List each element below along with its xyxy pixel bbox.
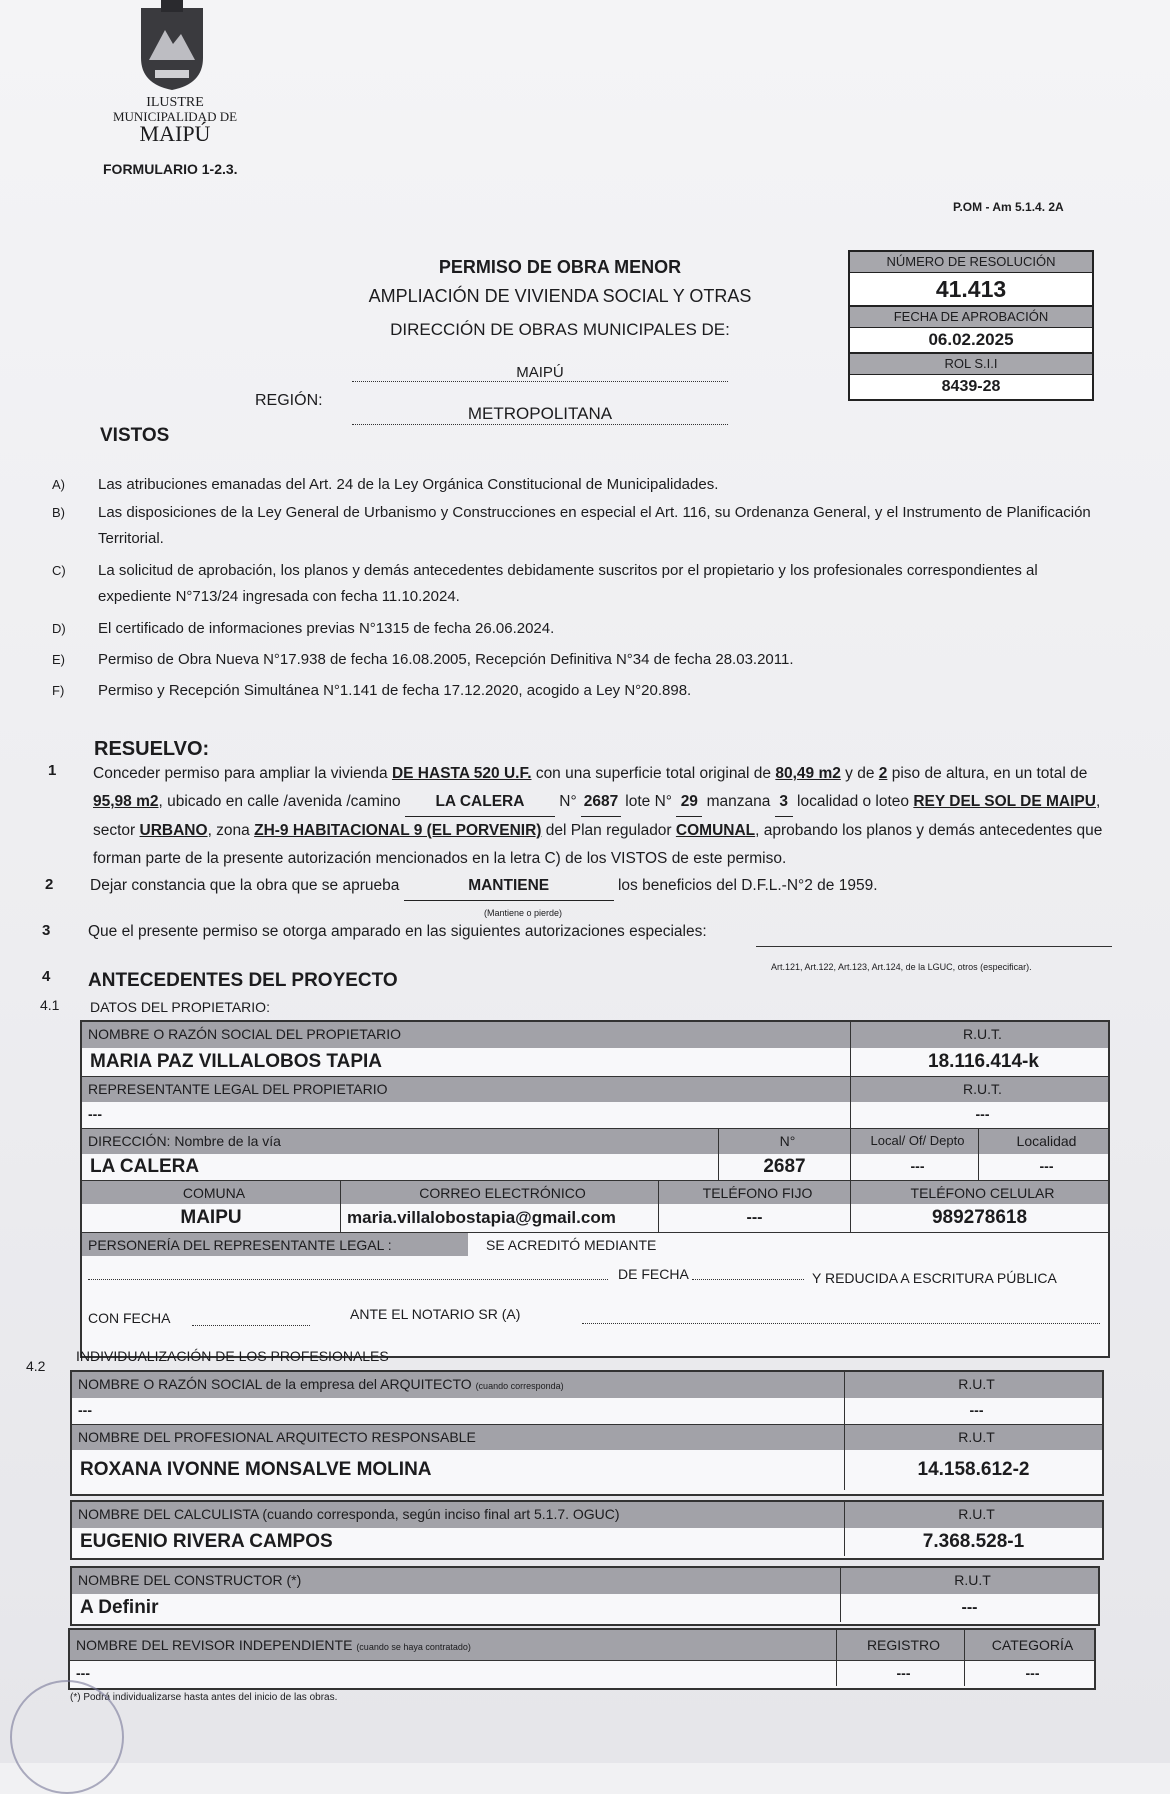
calculista-rut: 7.368.528-1 (844, 1528, 1102, 1556)
dotted-line (88, 1278, 608, 1280)
vistos-key: F) (52, 683, 65, 698)
owner-name-label: NOMBRE O RAZÓN SOCIAL DEL PROPIETARIO (82, 1022, 850, 1048)
approval-date: 06.02.2025 (850, 328, 1092, 354)
numero-value: 2687 (581, 788, 621, 817)
rep-rut-value: --- (850, 1102, 1108, 1128)
mobile-label: TELÉFONO CELULAR (850, 1180, 1108, 1204)
vistos-key: C) (52, 563, 66, 578)
constructor-rut: --- (840, 1594, 1098, 1622)
vistos-text: El certificado de informaciones previas N°1315 de fecha 26.06.2024. (98, 620, 555, 637)
architect-name: ROXANA IVONNE MONSALVE MOLINA (80, 1459, 432, 1480)
vistos-text: La solicitud de aprobación, los planos y demás antecedentes debidamente suscritos por el propietario y los profesionales correspondientes al expediente N°713/24 ingresada con fecha 11.10.2024. (98, 562, 1038, 605)
constructor-name: A Definir (80, 1597, 159, 1618)
footnote: (*) Podrá individualizarse hasta antes del inicio de las obras. (70, 1692, 338, 1703)
resuelvo-paragraph-1 (93, 760, 1113, 873)
muni-line-2: MUNICIPALIDAD DE (112, 109, 238, 124)
calculista-table (70, 1500, 1104, 1560)
resolution-box (848, 250, 1094, 401)
dotted-line (192, 1324, 310, 1326)
antecedentes-title: ANTECEDENTES DEL PROYECTO (88, 970, 398, 991)
text-segment: , ubicado en calle /avenida /camino (158, 793, 401, 810)
revisor-value: --- (70, 1660, 836, 1686)
dotted-line (582, 1322, 1100, 1324)
text-segment: , zona (207, 822, 250, 839)
loteo-value: REY DEL SOL DE MAIPU (913, 793, 1096, 810)
con-fecha-label: CON FECHA (88, 1310, 171, 1326)
owner-section-title: DATOS DEL PROPIETARIO: (90, 999, 270, 1015)
acreditado-label: SE ACREDITÓ MEDIANTE (468, 1232, 1108, 1256)
text-segment: Conceder permiso para ampliar la vivienda (93, 765, 388, 782)
resuelvo-num-2: 2 (45, 876, 54, 893)
dotted-line (692, 1278, 804, 1280)
empresa-label-text: NOMBRE O RAZÓN SOCIAL de la empresa del ARQUITECTO (78, 1376, 472, 1392)
text-segment: manzana (706, 793, 771, 810)
de-fecha-label: DE FECHA (618, 1266, 689, 1282)
sector-value: URBANO (139, 822, 208, 839)
superficie-total: 95,98 m2 (93, 793, 159, 810)
rol-label: ROL S.I.I (850, 354, 1092, 375)
municipality-name (100, 96, 250, 145)
constructor-table (70, 1566, 1100, 1626)
revisor-label-text: NOMBRE DEL REVISOR INDEPENDIENTE (76, 1637, 353, 1653)
registro-value: --- (836, 1660, 964, 1686)
document-title: PERMISO DE OBRA MENOR (438, 257, 682, 277)
muni-line-1: ILUSTRE (146, 95, 204, 110)
mantiene-note: (Mantiene o pierde) (484, 908, 563, 918)
email-value: maria.villalobostapia@gmail.com (340, 1204, 658, 1232)
resuelvo-paragraph-2 (90, 872, 1110, 901)
resuelvo-num-1: 1 (48, 762, 57, 779)
vistos-item-e (52, 647, 1112, 673)
profs-section-number: 4.2 (26, 1358, 46, 1374)
owner-table (80, 1020, 1110, 1358)
special-auth-line (756, 946, 1112, 947)
owner-rut-label: R.U.T. (850, 1022, 1108, 1048)
architect-table (70, 1370, 1104, 1496)
text-segment: los beneficios del D.F.L.-N°2 de 1959. (617, 877, 878, 894)
comuna-label: COMUNA (82, 1180, 340, 1204)
text-segment: y de (845, 765, 875, 782)
vistos-item-d (52, 616, 1112, 642)
architect-rut: 14.158.612-2 (844, 1450, 1102, 1490)
vistos-text: Permiso y Recepción Simultánea N°1.141 de fecha 17.12.2020, acogido a Ley N°20.898. (98, 682, 692, 699)
vistos-text: Las atribuciones emanadas del Art. 24 de la Ley Orgánica Constitucional de Municipalidades. (98, 476, 719, 493)
text-segment: Dejar constancia que la obra que se aprueba (90, 877, 400, 894)
notario-label: ANTE EL NOTARIO SR (A) (350, 1306, 521, 1322)
superficie-original: 80,49 m2 (775, 765, 841, 782)
architect-label: NOMBRE DEL PROFESIONAL ARQUITECTO RESPONSABLE (72, 1424, 844, 1450)
rol-value: 8439-28 (941, 378, 1001, 395)
rep-value: --- (88, 1106, 102, 1122)
vistos-item-a (52, 472, 1112, 498)
text-segment: piso de altura, en un total de (891, 765, 1088, 782)
manzana-value: 3 (775, 788, 793, 817)
calculista-name: EUGENIO RIVERA CAMPOS (80, 1531, 333, 1552)
resuelvo-paragraph-3: Que el presente permiso se otorga amparado en las siguientes autorizaciones especiales: (88, 923, 707, 940)
text-segment: localidad o loteo (797, 793, 910, 810)
calculista-label: NOMBRE DEL CALCULISTA (cuando corresponda, según inciso final art 5.1.7. OGUC) (72, 1502, 844, 1528)
resuelvo-num-3: 3 (42, 922, 51, 939)
vistos-key: E) (52, 652, 65, 667)
revisor-table (68, 1628, 1096, 1690)
document-subtitle: AMPLIACIÓN DE VIVIENDA SOCIAL Y OTRAS (368, 286, 752, 306)
vistos-key: B) (52, 505, 65, 520)
empresa-rut-label: R.U.T (844, 1372, 1102, 1398)
empresa-value: --- (78, 1402, 92, 1418)
plan-value: COMUNAL (675, 822, 756, 839)
vistos-item-b (52, 500, 1112, 552)
vistos-title: VISTOS (100, 425, 170, 446)
pom-code: P.OM - Am 5.1.4. 2A (953, 200, 1064, 214)
address-label: DIRECCIÓN: Nombre de la vía (82, 1128, 718, 1154)
owner-name: MARIA PAZ VILLALOBOS TAPIA (90, 1051, 383, 1072)
resolution-number: 41.413 (850, 273, 1092, 307)
form-code: FORMULARIO 1-2.3. (103, 161, 238, 177)
approval-date-label: FECHA DE APROBACIÓN (850, 307, 1092, 328)
muni-line-3: MAIPÚ (139, 121, 211, 146)
special-auth-note: Art.121, Art.122, Art.123, Art.124, de la LGUC, otros (especificar). (771, 962, 1032, 972)
empresa-note: (cuando corresponda) (475, 1381, 564, 1391)
phone-label: TELÉFONO FIJO (658, 1180, 850, 1204)
localidad-value: --- (978, 1154, 1108, 1180)
calculista-rut-label: R.U.T (844, 1502, 1102, 1528)
vistos-item-c (52, 558, 1112, 610)
text-segment: N° (559, 793, 577, 810)
resolution-number-label: NÚMERO DE RESOLUCIÓN (850, 252, 1092, 273)
comuna-value-cell: MAIPU (180, 1207, 242, 1228)
vistos-key: D) (52, 621, 66, 636)
constructor-rut-label: R.U.T (840, 1568, 1098, 1594)
comuna-value: MAIPÚ (352, 364, 728, 382)
text-segment: , sector (93, 793, 1101, 839)
text-segment: , aprobando los planos y demás antecedentes que forman parte de la presente autorización mencionados en la letra C) de los VISTOS de este permiso. (93, 822, 1103, 867)
official-stamp (10, 1680, 124, 1794)
registro-label: REGISTRO (836, 1630, 964, 1660)
categoria-label: CATEGORÍA (964, 1630, 1094, 1660)
address-number: 2687 (718, 1154, 850, 1180)
revisor-note: (cuando se haya contratado) (356, 1642, 471, 1652)
local-value: --- (850, 1154, 978, 1180)
calle-value: LA CALERA (405, 788, 555, 817)
rep-rut-label: R.U.T. (850, 1076, 1108, 1102)
direccion-label: DIRECCIÓN DE OBRAS MUNICIPALES DE: (390, 320, 730, 339)
text-segment: con una superficie total original de (535, 765, 772, 782)
resuelvo-num-4: 4 (42, 968, 51, 985)
vistos-item-f (52, 678, 1112, 704)
revisor-label (70, 1630, 836, 1660)
text-segment: del Plan regulador (545, 822, 672, 839)
phone-value: --- (658, 1204, 850, 1232)
local-label: Local/ Of/ Depto (850, 1128, 978, 1154)
personeria-label: PERSONERÍA DEL REPRESENTANTE LEGAL : (82, 1232, 468, 1256)
lote-value: 29 (676, 788, 702, 817)
resuelvo-title: RESUELVO: (94, 738, 210, 760)
architect-rut-label: R.U.T (844, 1424, 1102, 1450)
constructor-label: NOMBRE DEL CONSTRUCTOR (*) (72, 1568, 840, 1594)
zona-value: ZH-9 HABITACIONAL 9 (EL PORVENIR) (254, 822, 542, 839)
categoria-value: --- (964, 1660, 1094, 1686)
vistos-text: Permiso de Obra Nueva N°17.938 de fecha 16.08.2005, Recepción Definitiva N°34 de fecha 28.03.2011. (98, 651, 794, 668)
address-value: LA CALERA (90, 1156, 200, 1177)
owner-rut: 18.116.414-k (850, 1048, 1108, 1076)
mobile-value: 989278618 (850, 1204, 1108, 1232)
monto-value: DE HASTA 520 U.F. (391, 765, 532, 782)
reducida-label: Y REDUCIDA A ESCRITURA PÚBLICA (812, 1270, 1057, 1286)
address-number-label: N° (718, 1128, 850, 1154)
profs-section-title: INDIVIDUALIZACIÓN DE LOS PROFESIONALES (76, 1348, 389, 1364)
rep-label: REPRESENTANTE LEGAL DEL PROPIETARIO (82, 1076, 850, 1102)
empresa-rut-value: --- (844, 1398, 1102, 1424)
owner-section-number: 4.1 (40, 997, 60, 1013)
pisos-value: 2 (878, 765, 888, 782)
email-label: CORREO ELECTRÓNICO (340, 1180, 658, 1204)
vistos-key: A) (52, 477, 65, 492)
municipal-crest-icon (135, 0, 209, 90)
region-value: METROPOLITANA (352, 404, 728, 425)
mantiene-value: MANTIENE (404, 872, 614, 901)
empresa-label (72, 1372, 844, 1398)
text-segment: lote N° (625, 793, 672, 810)
region-label: REGIÓN: (255, 392, 323, 409)
vistos-text: Las disposiciones de la Ley General de Urbanismo y Construcciones en especial el Art. 116, su Ordenanza General, y el Instrumento de Planificación Territorial. (98, 504, 1091, 547)
localidad-label: Localidad (978, 1128, 1108, 1154)
